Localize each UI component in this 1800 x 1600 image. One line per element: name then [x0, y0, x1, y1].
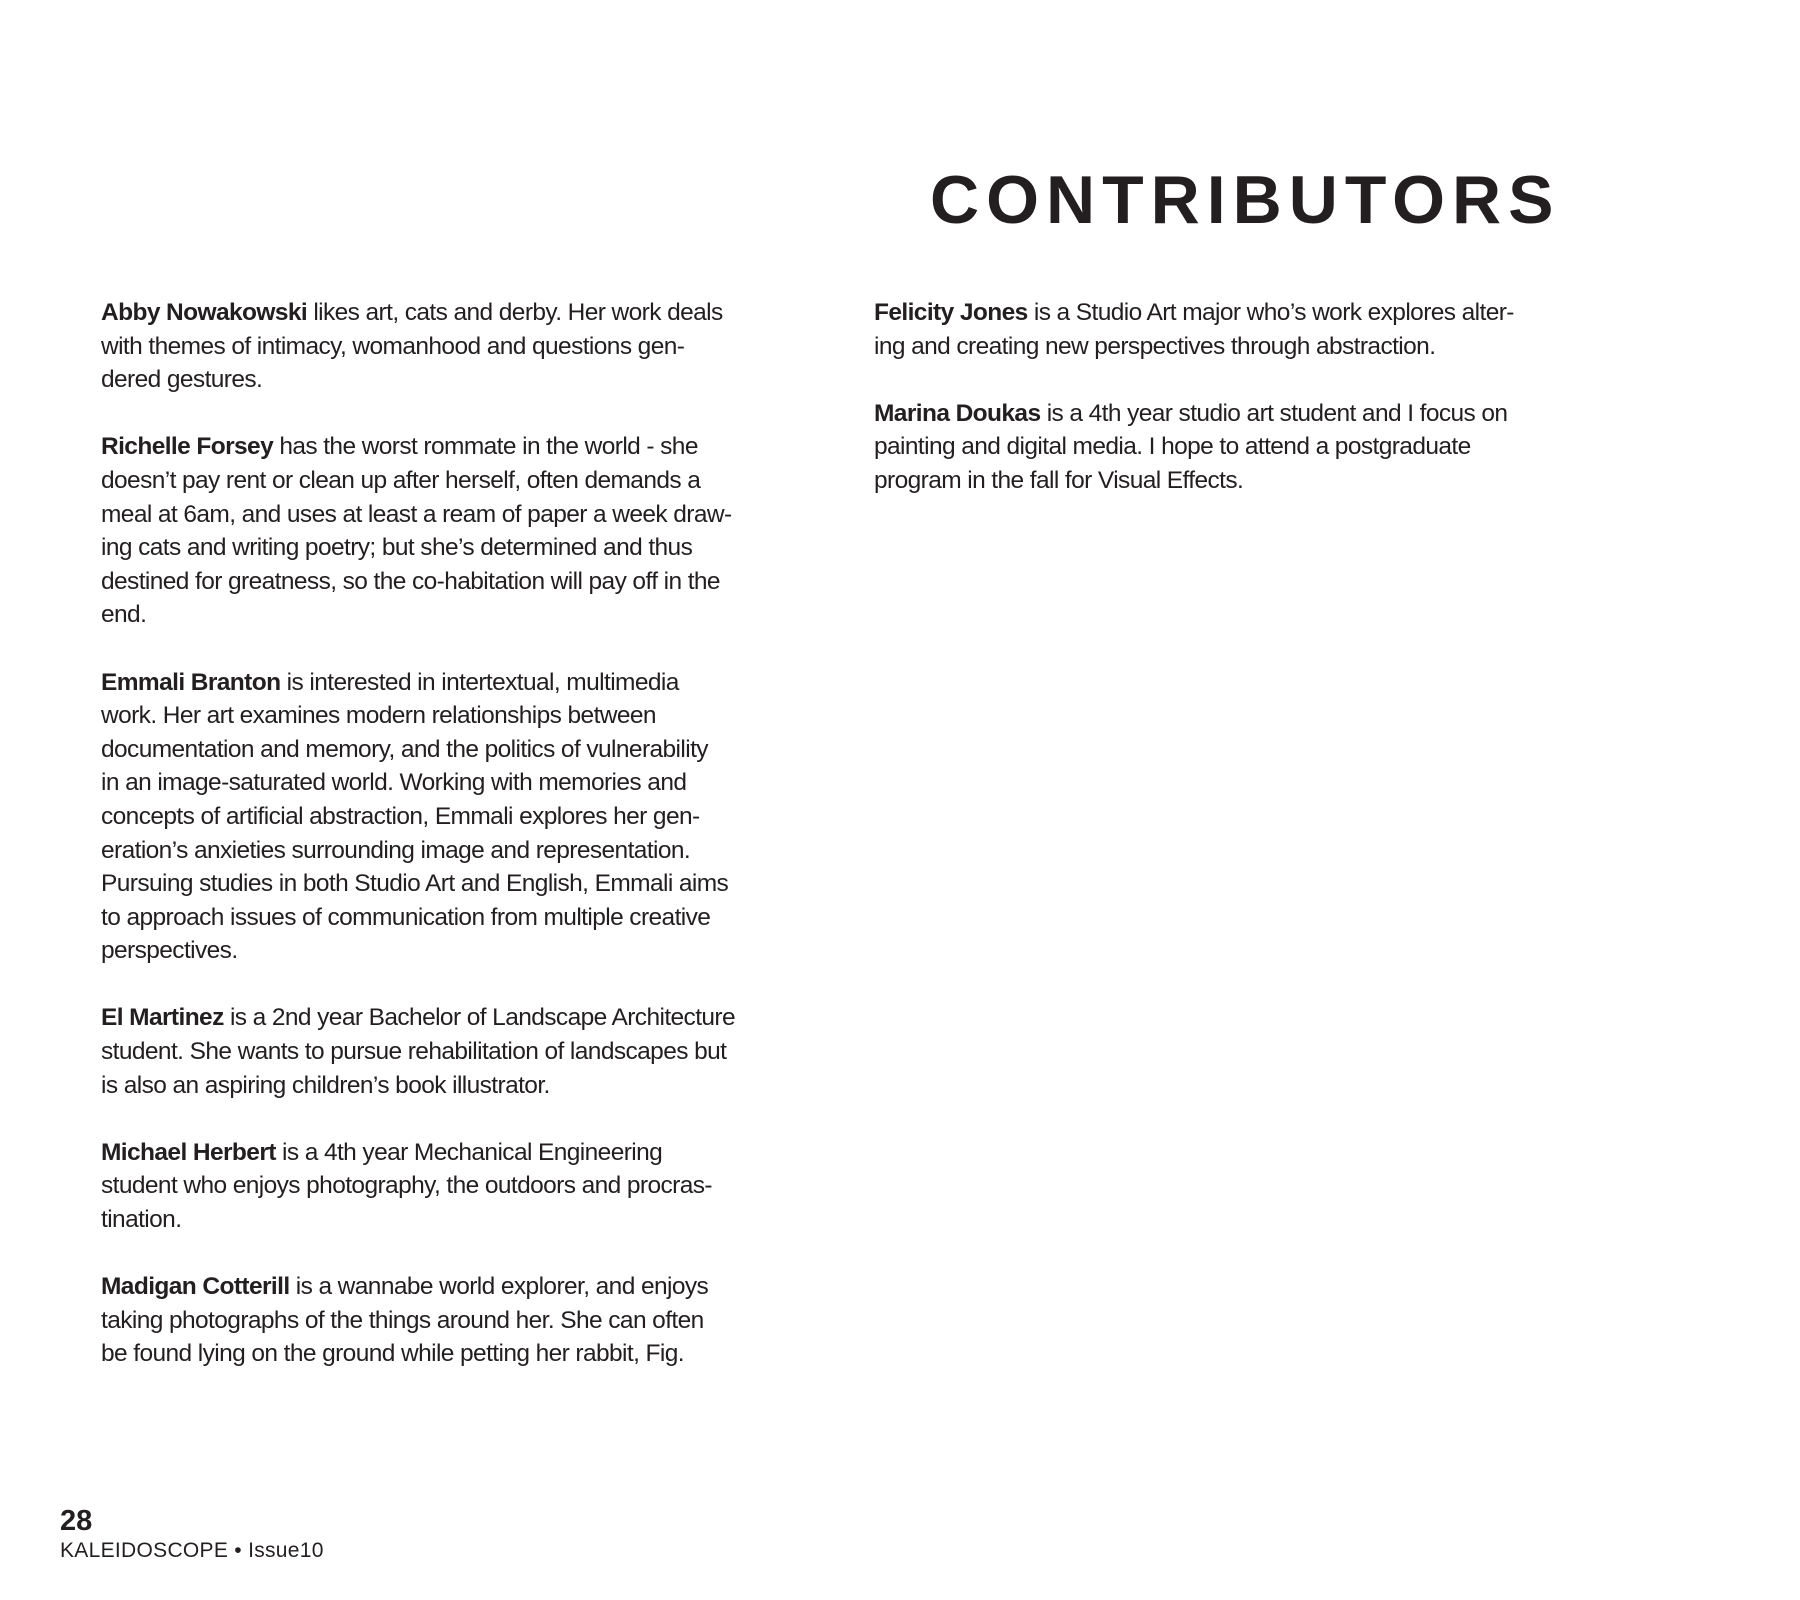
bio-line: is also an aspiring children’s book illustrator.	[101, 1071, 550, 1099]
contributor-entry	[101, 1136, 841, 1237]
bio-line: be found lying on the ground while petting her rabbit, Fig.	[101, 1340, 684, 1368]
contributor-name: Madigan Cotterill	[101, 1273, 290, 1301]
bio-line: painting and digital media. I hope to attend a postgraduate	[874, 433, 1471, 461]
contributor-entry	[101, 430, 841, 632]
contributor-entry	[874, 296, 1614, 363]
page-footer	[60, 1505, 324, 1565]
page-number: 28	[60, 1505, 93, 1537]
bio-line: Richelle Forsey has the worst rommate in the world - she	[101, 433, 698, 461]
bio-line: in an image-saturated world. Working with memories and	[101, 769, 687, 797]
publication-issue: KALEIDOSCOPE • Issue10	[60, 1539, 324, 1562]
bio-line: ing and creating new perspectives through abstraction.	[874, 332, 1436, 360]
bio-line: to approach issues of communication from multiple creative	[101, 903, 711, 931]
bio-line: dered gestures.	[101, 366, 263, 394]
bio-line: concepts of artificial abstraction, Emmali explores her gen-	[101, 802, 700, 830]
contributor-name: Emmali Branton	[101, 668, 281, 696]
contributor-entry	[101, 666, 841, 968]
bio-line: eration’s anxieties surrounding image and representation.	[101, 836, 691, 864]
bio-line: work. Her art examines modern relationships between	[101, 702, 656, 730]
contributor-entry	[101, 1270, 841, 1371]
bio-line: Michael Herbert is a 4th year Mechanical Engineering	[101, 1138, 663, 1166]
page-title: CONTRIBUTORS	[930, 162, 1561, 238]
contributor-name: Marina Doukas	[874, 399, 1041, 427]
bio-line: program in the fall for Visual Effects.	[874, 466, 1244, 494]
contributor-name: Richelle Forsey	[101, 433, 274, 461]
contributor-entry	[101, 1001, 841, 1102]
bio-line: perspectives.	[101, 937, 238, 965]
bio-line: end.	[101, 601, 147, 629]
contributor-name: Abby Nowakowski	[101, 299, 308, 326]
bio-line: Emmali Branton is interested in intertextual, multimedia	[101, 668, 679, 696]
bio-line: tination.	[101, 1206, 182, 1234]
contributor-name: Michael Herbert	[101, 1138, 276, 1166]
bio-line: ing cats and writing poetry; but she’s determined and thus	[101, 534, 693, 562]
contributor-entry	[874, 397, 1614, 498]
right-column	[874, 296, 1614, 531]
bio-line: Pursuing studies in both Studio Art and English, Emmali aims	[101, 870, 729, 898]
bio-line: doesn’t pay rent or clean up after herself, often demands a	[101, 466, 701, 494]
bio-line: Felicity Jones is a Studio Art major who’s work explores alter-	[874, 299, 1514, 326]
contributor-entry	[101, 296, 841, 397]
bio-line: student who enjoys photography, the outdoors and procras-	[101, 1172, 712, 1200]
bio-line: destined for greatness, so the co-habitation will pay off in the	[101, 567, 720, 595]
bio-line: with themes of intimacy, womanhood and questions gen-	[101, 332, 685, 360]
left-column	[101, 296, 841, 1405]
bio-line: Marina Doukas is a 4th year studio art student and I focus on	[874, 399, 1508, 427]
bio-line: taking photographs of the things around her. She can often	[101, 1306, 704, 1334]
bio-line: meal at 6am, and uses at least a ream of paper a week draw-	[101, 500, 732, 528]
contributor-name: Felicity Jones	[874, 299, 1028, 326]
contributor-name: El Martinez	[101, 1004, 224, 1032]
bio-line: student. She wants to pursue rehabilitation of landscapes but	[101, 1038, 727, 1066]
bio-line: El Martinez is a 2nd year Bachelor of Landscape Architecture	[101, 1004, 736, 1032]
bio-line: documentation and memory, and the politics of vulnerability	[101, 735, 708, 763]
bio-line: Madigan Cotterill is a wannabe world explorer, and enjoys	[101, 1273, 709, 1301]
bio-line: Abby Nowakowski likes art, cats and derby. Her work deals	[101, 299, 723, 326]
